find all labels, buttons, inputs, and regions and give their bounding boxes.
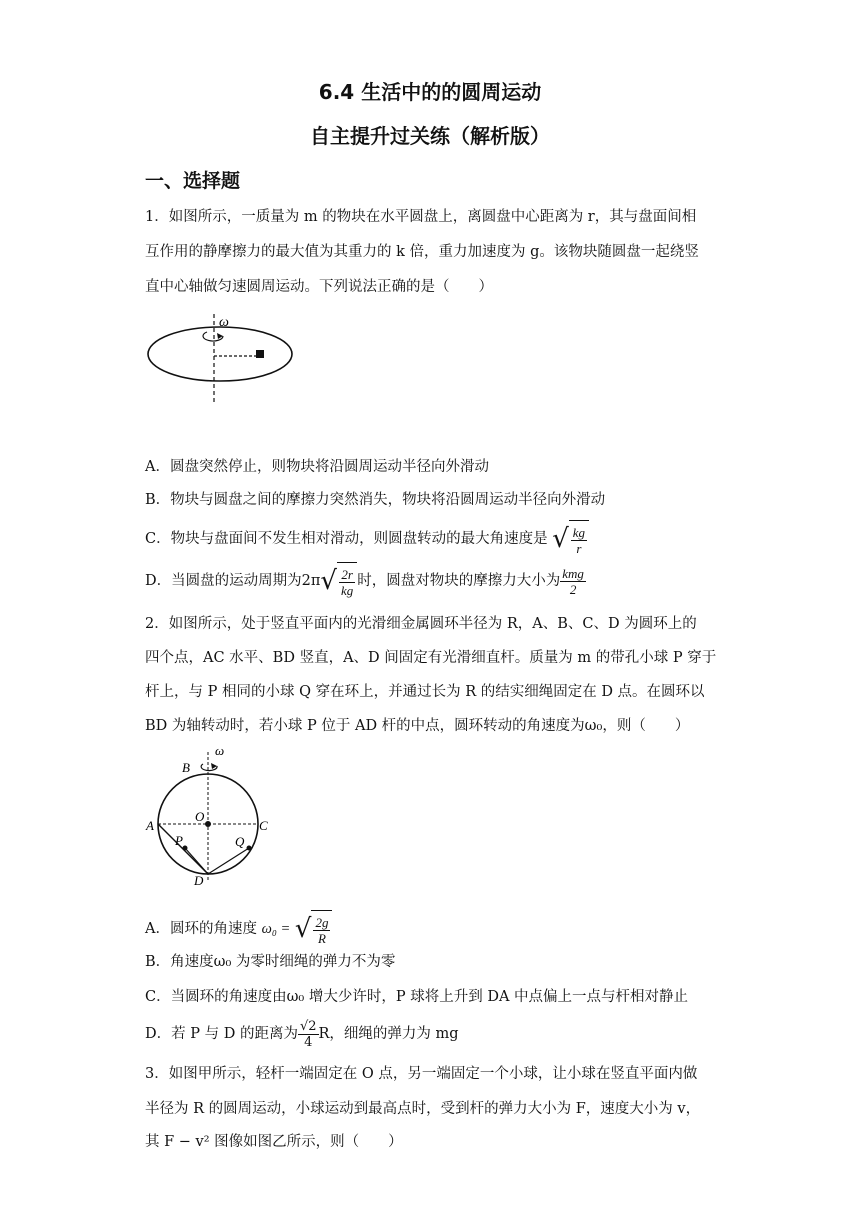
q2-option-d-post: R，细绳的弹力为 mg [318,1026,459,1042]
label-A: A [146,818,154,833]
q1-omega-label: ω [219,315,229,330]
label-D: D [194,873,204,888]
q1-option-c-text: C．物块与盘面间不发生相对滑动，则圆盘转动的最大角速度是 [145,531,548,547]
q2-stem-line-2: 四个点，AC 水平、BD 竖直，A、D 间固定有光滑细直杆。质量为 m 的带孔小球 P 穿于 [145,650,717,666]
q2-option-a-text: A．圆环的角速度 [145,921,257,937]
q2-option-a [145,910,332,948]
sqrt-2g-over-R: √ $\frac{2g}{R}$ [295,910,333,948]
label-C: C [259,818,268,833]
q1-option-d-pre: D．当圆盘的运动周期为2π [145,573,321,589]
q2-option-d [145,1016,459,1052]
label-Q: Q [235,834,245,849]
document-title: 6.4 生活中的的圆周运动 [318,80,542,104]
q2-option-c: C．当圆环的角速度由ω₀ 增大少许时，P 球将上升到 DA 中点偏上一点与杆相对静止 [145,989,689,1005]
q1-option-c [145,520,589,558]
label-P: P [175,833,183,848]
fraction-root2-over-4: $\frac{√2}{4}$ [299,1018,317,1050]
sqrt-2r-over-kg: √ $\frac{2r}{kg}$ [320,562,357,600]
q1-option-d [145,562,586,600]
label-B: B [182,760,190,775]
q2-option-b: B．角速度ω₀ 为零时细绳的弹力不为零 [145,954,396,970]
ball-P [183,846,188,851]
sqrt-kg-over-r: √ $\frac{kg}{r}$ [552,520,589,558]
ball-Q [247,846,252,851]
q2-stem-line-3: 杆上，与 P 相同的小球 Q 穿在环上，并通过长为 R 的结实细绳固定在 D 点。在圆环以 [145,684,705,700]
q3-stem-line-1: 3．如图甲所示，轻杆一端固定在 O 点，另一端固定一个小球，让小球在竖直平面内做 [145,1066,698,1082]
q1-stem-line-3: 直中心轴做匀速圆周运动。下列说法正确的是（ ） [145,279,493,295]
label-O: O [195,809,205,824]
q1-stem-line-2: 互作用的静摩擦力的最大值为其重力的 k 倍，重力加速度为 g。该物块随圆盘一起绕竖 [145,244,699,260]
q3-stem-line-2: 半径为 R 的圆周运动，小球运动到最高点时，受到杆的弹力大小为 F，速度大小为 v， [145,1101,701,1117]
q1-option-d-mid: 时，圆盘对物块的摩擦力大小为 [357,573,561,589]
q1-option-b: B．物块与圆盘之间的摩擦力突然消失，物块将沿圆周运动半径向外滑动 [145,492,606,508]
q1-stem-line-1: 1．如图所示，一质量为 m 的物块在水平圆盘上，离圆盘中心距离为 r，其与盘面间相 [145,209,697,225]
center-O [205,821,211,827]
block [256,350,264,358]
section-heading: 一、选择题 [145,170,241,192]
q2-stem-line-1: 2．如图所示，处于竖直平面内的光滑细金属圆环半径为 R，A、B、C、D 为圆环上的 [145,616,697,632]
q2-option-d-pre: D．若 P 与 D 的距离为 [145,1026,298,1042]
q2-stem-line-4: BD 为轴转动时，若小球 P 位于 AD 杆的中点，圆环转动的角速度为ω₀，则（ ） [145,718,690,734]
q2-option-a-lhs: ω₀ = [261,921,291,937]
q3-stem-line-3: 其 F − v² 图像如图乙所示，则（ ） [145,1134,403,1150]
q1-option-a: A．圆盘突然停止，则物块将沿圆周运动半径向外滑动 [145,459,489,475]
q1-disk-figure [145,312,295,407]
document-subtitle: 自主提升过关练（解析版） [310,124,550,148]
fraction-kmg-over-2: $\frac{\text{kmg}}{2}$ [562,565,584,597]
q2-ring-figure [145,742,275,890]
label-omega: ω [215,743,225,758]
